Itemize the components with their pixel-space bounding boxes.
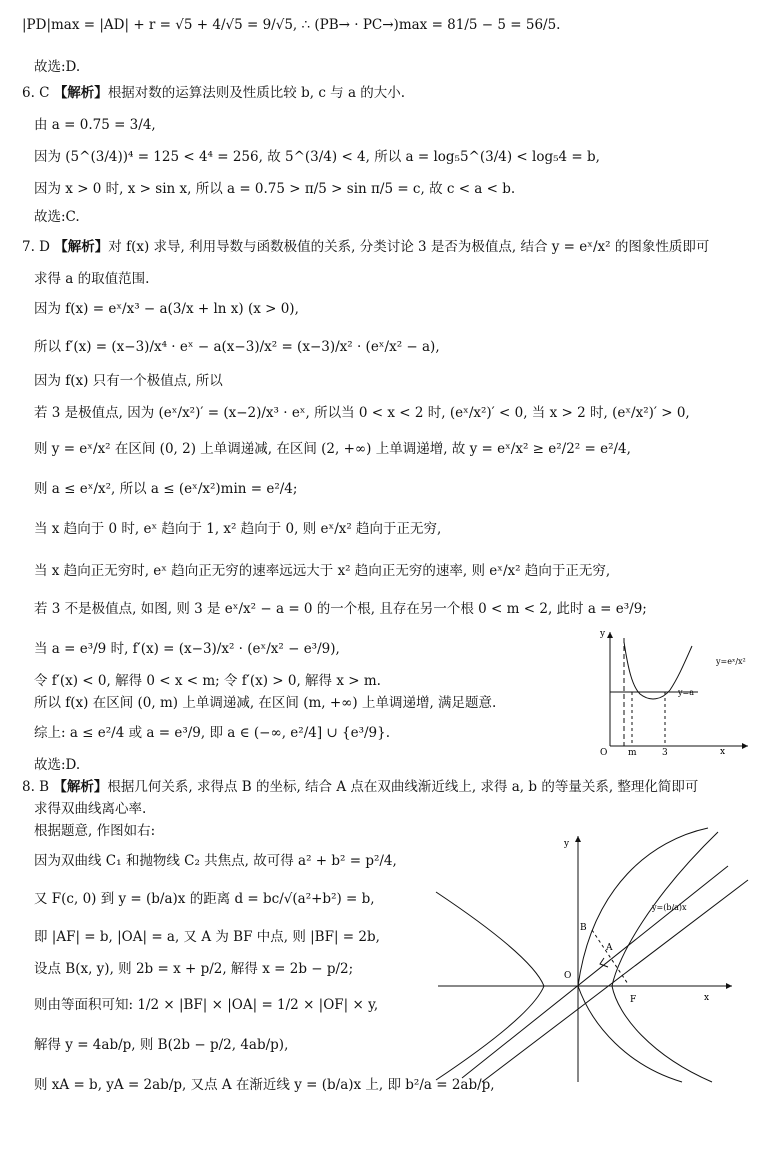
origin-label: O [600,748,608,756]
asymptote-a [462,866,728,1078]
text-line: 因为双曲线 C₁ 和抛物线 C₂ 共焦点, 故可得 a² + b² = p²/4, [34,853,397,869]
text-line: 因为 (5^(3/4))⁴ = 125 < 4⁴ = 256, 故 5^(3/4) < 4, 所以 a = log₅5^(3/4) < log₅4 = b, [34,149,600,165]
text-line: 解得 y = 4ab/p, 则 B(2b − p/2, 4ab/p), [34,1037,289,1053]
parabola [578,828,708,1082]
text-line: 由 a = 0.75 = 3/4, [34,117,156,133]
y-arrow-icon [575,836,581,842]
point-a-label: A [606,943,613,953]
figure-exp-curve [588,628,758,756]
text-line: 根据题意, 作图如右: [34,823,156,839]
text-line: 当 a = e³/9 时, f′(x) = (x−3)/x² · (eˣ/x² − e³/9), [34,641,340,657]
question-8-header: 8. B 【解析】根据几何关系, 求得点 B 的坐标, 结合 A 点在双曲线渐近线上, 求得 a, b 的等量关系, 整理化简即可 [22,779,699,795]
origin-label: O [564,971,572,981]
y-axis-label: y [600,629,606,639]
text-line: 当 x 趋向于 0 时, eˣ 趋向于 1, x² 趋向于 0, 则 eˣ/x² 趋向于正无穷, [34,521,442,537]
y-axis-label: y [564,839,570,849]
curve-label: y=eˣ/x² [716,657,746,666]
figure-hyperbola [432,826,756,1084]
asymptote-b [482,880,748,1082]
text-line: 则由等面积可知: 1/2 × |BF| × |OA| = 1/2 × |OF| × y, [34,997,379,1013]
hyperbola-right-branch [612,832,718,1082]
tick-label-3: 3 [662,748,668,756]
text-line: |PD|max = |AD| + r = √5 + 4/√5 = 9/√5, ∴ (PB→ · PC→)max = 81/5 − 5 = 56/5. [22,17,561,33]
y-arrow-icon [607,632,613,638]
text-line: 故选:D. [34,757,81,773]
text-line: 因为 x > 0 时, x > sin x, 所以 a = 0.75 > π/5 > sin π/5 = c, 故 c < a < b. [34,181,516,197]
text-line: 若 3 是极值点, 因为 (eˣ/x²)′ = (x−2)/x³ · eˣ, 所以当 0 < x < 2 时, (eˣ/x²)′ < 0, 当 x > 2 时, (eˣ/x²)′ > 0, [34,405,690,421]
text-line: 当 x 趋向正无穷时, eˣ 趋向正无穷的速率远远大于 x² 趋向正无穷的速率, 则 eˣ/x² 趋向于正无穷, [34,563,611,579]
text-line: 求得双曲线离心率. [34,801,147,817]
text-line: 所以 f′(x) = (x−3)/x⁴ · eˣ − a(x−3)/x² = (x−3)/x² · (eˣ/x² − a), [34,339,440,355]
text-line: 求得 a 的取值范围. [34,271,150,287]
x-arrow-icon [742,743,748,749]
x-axis-label: x [720,747,726,756]
x-axis-label: x [704,993,710,1003]
text-line: 因为 f(x) 只有一个极值点, 所以 [34,373,223,389]
question-7-header: 7. D 【解析】对 f(x) 求导, 利用导数与函数极值的关系, 分类讨论 3 是否为极值点, 结合 y = eˣ/x² 的图象性质即可 [22,239,710,255]
text-line: 令 f′(x) < 0, 解得 0 < x < m; 令 f′(x) > 0, 解得 x > m. [34,673,381,689]
text-line: 则 a ≤ eˣ/x², 所以 a ≤ (eˣ/x²)min = e²/4; [34,481,298,497]
point-f-label: F [630,995,637,1005]
text-line: 则 xA = b, yA = 2ab/p, 又点 A 在渐近线 y = (b/a)x 上, 即 b²/a = 2ab/p, [34,1077,495,1093]
text-line: 设点 B(x, y), 则 2b = x + p/2, 解得 x = 2b − p/2; [34,961,354,977]
text-line: 所以 f(x) 在区间 (0, m) 上单调递减, 在区间 (m, +∞) 上单调递增, 满足题意. [34,695,497,711]
tick-label-m: m [628,748,637,756]
text-line: 综上: a ≤ e²/4 或 a = e³/9, 即 a ∈ (−∞, e²/4] ∪ {e³/9}. [34,725,390,741]
question-6-header: 6. C 【解析】根据对数的运算法则及性质比较 b, c 与 a 的大小. [22,85,406,101]
point-b-label: B [580,923,587,933]
asymptote-label: y=(b/a)x [652,903,687,912]
text-line: 故选:D. [34,59,81,75]
text-line: 即 |AF| = b, |OA| = a, 又 A 为 BF 中点, 则 |BF| = 2b, [34,929,380,945]
line-label: y=a [678,688,694,697]
text-line: 则 y = eˣ/x² 在区间 (0, 2) 上单调递减, 在区间 (2, +∞) 上单调递增, 故 y = eˣ/x² ≥ e²/2² = e²/4, [34,441,631,457]
x-arrow-icon [726,983,732,989]
text-line: 若 3 不是极值点, 如图, 则 3 是 eˣ/x² − a = 0 的一个根, 且存在另一个根 0 < m < 2, 此时 a = e³/9; [34,601,647,617]
text-line: 故选:C. [34,209,80,225]
text-line: 又 F(c, 0) 到 y = (b/a)x 的距离 d = bc/√(a²+b²) = b, [34,891,375,907]
text-line: 因为 f(x) = eˣ/x³ − a(3/x + ln x) (x > 0), [34,301,299,317]
